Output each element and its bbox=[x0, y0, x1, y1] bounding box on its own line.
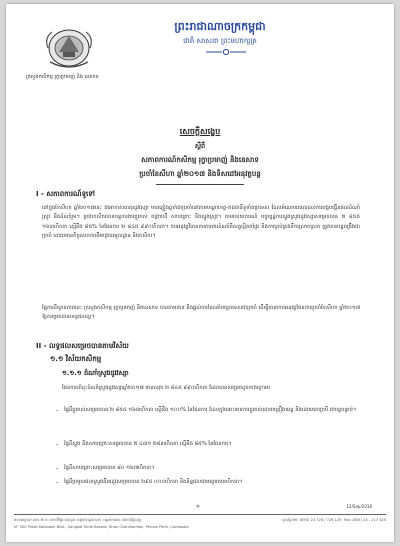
doc-about: ស្តីពី bbox=[194, 142, 206, 150]
kingdom-title: ព្រះរាជាណាចក្រកម្ពុជា bbox=[174, 20, 266, 33]
section-1-heading: I - សភាពការណ៍ទូទៅ bbox=[36, 190, 95, 198]
ministry-name: ក្រសួងកសិកម្ម រុក្ខាប្រមាញ់ និង នេសាទ bbox=[26, 74, 99, 80]
title-rule bbox=[156, 184, 244, 185]
section-2-para: ផែនការដាំដុះដំណាំស្រូវរដូវវស្សាឆ្នាំ២០១៧ មានសរុប ២ ៨៤៥ ៩៩០ហិកតា ដែលបានសម្រេចដូចខាងក្រោម៖ bbox=[62, 385, 271, 391]
bullet-marker: - bbox=[56, 441, 59, 448]
ornament-divider-icon bbox=[204, 48, 248, 56]
bullet-item-2: ផ្ទៃដីស្ទូង និងសាបព្រោះសម្រេចបាន ២ ៤៣១ ២៨៣ហិកតា ស្មើនឹង ៨៥% នៃផែនការ។ bbox=[64, 441, 232, 447]
section-2-heading: II - លទ្ធផលសម្រេចបានតាមវិស័យ bbox=[36, 342, 129, 350]
section-1-para-1: នៅក្នុងខែសីហា ឆ្នាំ២០១៧នេះ ជាអាកាសធាតុរដូវវស្សា មានភ្លៀងធ្លាក់ជាប្រចាំនៅតាមបណ្តាខេត្ត-រាជធានីទូទាំងប្រទេស ដែលអំណោយផលដល់ការបង្កបង្កើនផលដំណាំស្រូវ និងដំណាំរួម។ ប្រជាកសិករបានបន្តការងារភ្ជួររាស់ ពង្រាបដី សាបព្រោះ និងស្ទូងស្រូវ។ តាមរបាយការណ៍ បច្ចុប្បន្នការស្ទូងស្រូវរដូវវស្សាសម្រេចបាន ២ ៨៥៥ ១៦៣ហិកតា ស្មើនឹង ៨៥% នៃផែនការ ២ ៨៤៥ ៩៩០ហិកតា។ ការអនុវត្តវិធានការការពារដំណាំពីសត្វល្អិតចង្រៃ និងការគ្រប់គ្រងទឹកស្រោចស្រព ត្រូវបានបន្តពង្រឹងជាប្រចាំ ដោយមានកិច្ចសហការពីអាជ្ញាធរមូលដ្ឋាន និងកសិករ។ bbox=[42, 205, 360, 239]
footer-contact: ទូរស័ព្ទ/Tel: (855) 23 726 / 726 129, Fax: (855) 23 - 217 320 bbox=[282, 518, 386, 522]
print-date: 12/Sep/2016 bbox=[346, 504, 372, 509]
section-2-1-1-heading: ១.១.១ ដំណាំស្រូវរដូវវស្សា bbox=[62, 369, 129, 377]
bullet-item-3: ផ្ទៃដីសាបព្រោះសម្រេចបាន ៨០ ១៦៧ហិកតា។ bbox=[64, 465, 155, 471]
doc-title-line2: ប្រចាំខែសីហា ឆ្នាំ២០១៧ និងទិសដៅអនុវត្តបន្ត bbox=[139, 170, 261, 178]
kingdom-motto: ជាតិ សាសនា ព្រះមហាក្សត្រ bbox=[183, 37, 257, 45]
bullet-marker: - bbox=[56, 479, 59, 486]
doc-title-line1: សភាពការណ៍កសិកម្ម រុក្ខាប្រមាញ់ និងនេសាទ bbox=[141, 156, 259, 164]
section-1-para-2: ផ្អែកលើស្ថានភាពនេះ ក្រសួងកសិកម្ម រុក្ខាប្រមាញ់ និងនេសាទ បានតាមដាន និងផ្តល់ការណែនាំបច្ចេកទេសជាប្រចាំ ដើម្បីធានាការអនុវត្តផែនការប្រចាំខែសីហា ឆ្នាំ២០១៧ ឱ្យសម្រេចបានលទ្ធផលល្អ។ bbox=[42, 305, 360, 321]
footer-address-kh: អាសយដ្ឋាន៖ លេខ ២០០ មហាវិថីព្រះនរោត្តម សង្កាត់ទន្លេបាសាក់ ខណ្ឌចំការមន រាជធានីភ្នំពេញ bbox=[14, 518, 142, 522]
bullet-marker: - bbox=[56, 407, 59, 414]
doc-type: សេចក្តីសង្ខេប bbox=[179, 127, 221, 136]
page-number: ១ bbox=[196, 504, 200, 510]
footer-address-en: N° 200 Preah Norodom Blvd., Sangkat Tonle Bassak, Khan Chamkarmon, Phnom Penh, Cambodia bbox=[14, 525, 189, 529]
document-page bbox=[6, 4, 394, 542]
footer-rule bbox=[14, 514, 386, 515]
bullet-item-1: ផ្ទៃដីភ្ជួររាស់សម្រេចបាន ២ ៨៥៥ ១៦៣ហិកតា ស្មើនឹង ១០០% នៃផែនការ ដែលក្នុងនោះមានការភ្ជួររាស់ដោយគ្រឿងយន្ត និងដោយគោក្របី ជាបន្តបន្ទាប់។ bbox=[64, 407, 357, 413]
bullet-item-4: ផ្ទៃដីប្រមូលផលស្រូវដើមរដូវសម្រេចបាន ២៩៥ ០០០ហិកតា និងទិន្នផលជាមធ្យមតាមហិកតា។ bbox=[64, 479, 243, 485]
bullet-marker: - bbox=[56, 465, 59, 472]
section-2-1-heading: ១.១ វិស័យកសិកម្ម bbox=[50, 355, 102, 363]
